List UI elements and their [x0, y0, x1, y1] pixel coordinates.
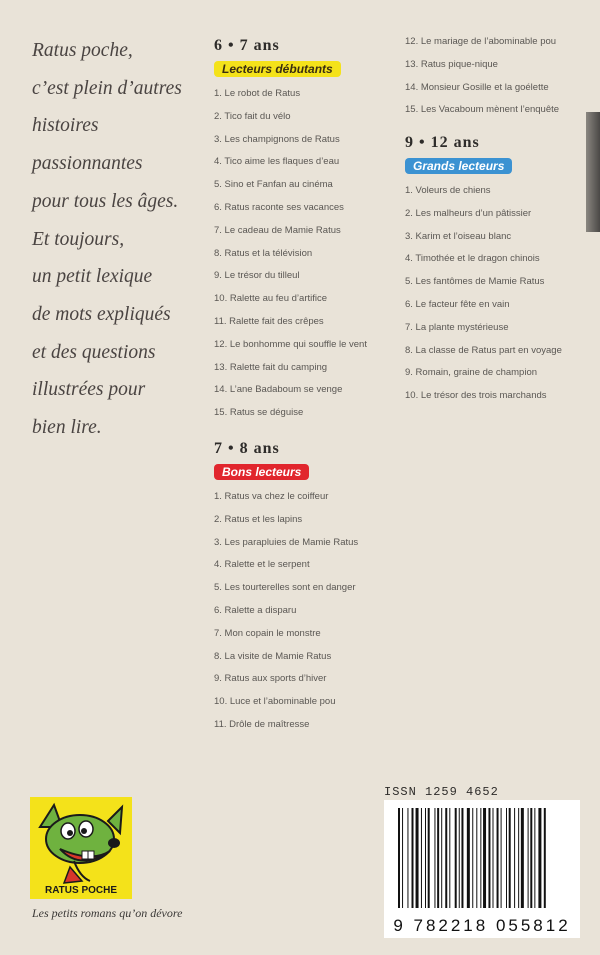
barcode-bar	[445, 808, 447, 908]
badge-lecteurs-debutants: Lecteurs débutants	[214, 61, 341, 77]
badge-grands-lecteurs: Grands lecteurs	[405, 158, 512, 174]
book-item: 5. Les tourterelles sont en danger	[214, 582, 356, 594]
book-list	[214, 83, 389, 425]
book-item: 2. Les malheurs d’un pâtissier	[405, 207, 532, 219]
age-range: 9 • 12 ans	[405, 134, 480, 151]
book-list	[405, 180, 585, 408]
barcode-digits: 9 782218 055812	[393, 916, 571, 935]
book-item: 13. Ratus pique-nique	[405, 58, 498, 70]
book-item: 7. La plante mystérieuse	[405, 321, 509, 333]
intro-line: passionnantes	[32, 153, 143, 175]
book-item: 9. Romain, graine de champion	[405, 367, 538, 379]
book-item: 10. Luce et l’abominable pou	[214, 696, 336, 708]
barcode-bar	[514, 808, 515, 908]
book-item: 2. Ratus et les lapins	[214, 513, 303, 525]
intro-line: de mots expliqués	[32, 303, 171, 325]
book-item: 10. Le trésor des trois marchands	[405, 390, 547, 402]
logo-label: RATUS POCHE	[44, 885, 118, 896]
book-item: 5. Les fantômes de Mamie Ratus	[405, 276, 545, 288]
book-item: 3. Les champignons de Ratus	[214, 133, 340, 145]
book-item: 12. Le bonhomme qui souffle le vent	[214, 338, 367, 350]
barcode-bars	[384, 800, 580, 912]
book-item: 12. Le mariage de l’abominable pou	[405, 36, 557, 47]
barcode-bar	[428, 808, 430, 908]
book-item: 8. La classe de Ratus part en voyage	[405, 344, 562, 356]
intro-text	[32, 32, 207, 447]
intro-line: pour tous les âges.	[32, 190, 179, 212]
barcode-bar	[402, 808, 403, 908]
age-range: 7 • 8 ans	[214, 440, 280, 457]
book-item: 10. Ralette au feu d’artifice	[214, 293, 328, 305]
barcode-bar	[497, 808, 499, 908]
barcode-bar	[461, 808, 463, 908]
barcode-bar	[441, 808, 442, 908]
intro-line: bien lire.	[32, 417, 102, 439]
book-item: 9. Ratus aux sports d’hiver	[214, 673, 327, 685]
book-item: 4. Ralette et le serpent	[214, 559, 310, 571]
book-item: 8. La visite de Mamie Ratus	[214, 650, 332, 662]
barcode-bar	[407, 808, 408, 908]
barcode-bar	[412, 808, 414, 908]
barcode	[384, 800, 580, 938]
book-item: 6. Ralette a disparu	[214, 604, 297, 616]
book-item: 6. Le facteur fête en vain	[405, 298, 510, 310]
book-item: 8. Ratus et la télévision	[214, 247, 313, 259]
book-item: 15. Les Vacaboum mènent l’enquête	[405, 104, 560, 116]
barcode-bar	[398, 808, 400, 908]
intro-line: Et toujours,	[32, 228, 125, 250]
book-item: 3. Karim et l’oiseau blanc	[405, 230, 512, 242]
book-item: 7. Le cadeau de Mamie Ratus	[214, 224, 341, 236]
barcode-bar	[459, 808, 460, 908]
barcode-bar	[437, 808, 439, 908]
section-bons-lecteurs-suite	[405, 31, 585, 122]
section-bons-lecteurs	[214, 440, 389, 737]
book-item: 1. Le robot de Ratus	[214, 88, 301, 99]
book-item: 1. Ratus va chez le coiffeur	[214, 491, 329, 502]
barcode-bar	[472, 808, 473, 908]
book-item: 1. Voleurs de chiens	[405, 185, 491, 196]
barcode-bar	[518, 808, 519, 908]
book-item: 7. Mon copain le monstre	[214, 627, 321, 639]
barcode-bar	[493, 808, 494, 908]
book-item: 9. Le trésor du tilleul	[214, 270, 300, 282]
book-item: 2. Tico fait du vélo	[214, 110, 291, 122]
barcode-bar	[449, 808, 450, 908]
book-item: 4. Tico aime les flaques d’eau	[214, 156, 340, 168]
section-grands-lecteurs	[405, 134, 585, 408]
book-item: 11. Drôle de maîtresse	[214, 718, 310, 730]
book-item: 5. Sino et Fanfan au cinéma	[214, 179, 333, 191]
book-item: 14. Monsieur Gosille et la goélette	[405, 81, 549, 93]
book-item: 6. Ratus raconte ses vacances	[214, 201, 344, 213]
spine-edge	[586, 112, 600, 232]
tagline: Les petits romans qu’on dévore	[32, 906, 183, 920]
intro-line: c’est plein d’autres	[32, 77, 182, 99]
book-item: 15. Ratus se déguise	[214, 407, 304, 419]
barcode-bar	[544, 808, 546, 908]
age-range: 6 • 7 ans	[214, 37, 280, 54]
intro-line: et des questions	[32, 341, 156, 363]
barcode-bar	[534, 808, 535, 908]
book-item: 4. Timothée et le dragon chinois	[405, 253, 540, 265]
book-item: 14. L’ane Badaboum se venge	[214, 384, 343, 396]
barcode-bar	[476, 808, 477, 908]
barcode-bar	[521, 808, 524, 908]
book-list	[405, 31, 585, 122]
intro-line: Ratus poche,	[32, 40, 133, 61]
barcode-bar	[488, 808, 490, 908]
barcode-bar	[538, 808, 541, 908]
barcode-bar	[416, 808, 419, 908]
issn-number: ISSN 1259 4652	[384, 785, 499, 799]
barcode-bar	[434, 808, 435, 908]
barcode-bar	[483, 808, 486, 908]
barcode-bar	[480, 808, 481, 908]
barcode-bar	[455, 808, 457, 908]
book-item: 13. Ralette fait du camping	[214, 361, 328, 373]
intro-line: un petit lexique	[32, 266, 153, 288]
rat-mascot-icon	[30, 797, 132, 885]
book-item: 11. Ralette fait des crêpes	[214, 315, 324, 327]
badge-bons-lecteurs: Bons lecteurs	[214, 464, 309, 480]
intro-line: illustrées pour	[32, 379, 146, 401]
barcode-bar	[528, 808, 529, 908]
section-lecteurs-debutants	[214, 37, 389, 425]
barcode-bar	[425, 808, 426, 908]
book-item: 3. Les parapluies de Mamie Ratus	[214, 536, 359, 548]
barcode-bar	[530, 808, 532, 908]
barcode-bar	[506, 808, 507, 908]
intro-line: histoires	[32, 115, 99, 137]
barcode-bar	[467, 808, 470, 908]
ratus-poche-logo	[30, 797, 132, 899]
book-list	[214, 486, 389, 737]
barcode-bar	[421, 808, 422, 908]
barcode-bar	[501, 808, 502, 908]
barcode-bar	[509, 808, 511, 908]
